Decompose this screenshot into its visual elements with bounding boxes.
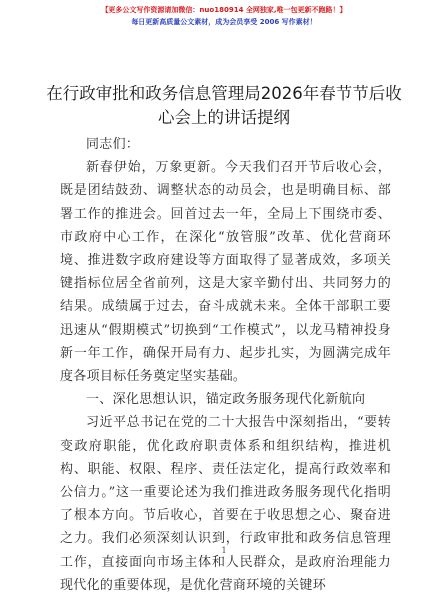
section-1-paragraph: 习近平总书记在党的二十大报告中深刻指出，“要转变政府职能，优化政府职责体系和组织结构，推进机构、职能、权限、程序、责任法定化，提高行政效率和公信力。”这一重要论述为我们推进政务服务现代化指明了根本方向。节后收心，首要在于收思想之心、聚奋进之力。我们必须深刻认识到，行政审批和政务信息管理工作，直接面向市场主体和人民群众，是政府治理能力现代化的重要体现，是优化营商环境的关键环 <box>60 415 391 593</box>
promo-banner-line1: 【更多公文写作资源请加微信：nuo180914 全网独家,唯一包更新不跑路！】 <box>101 6 347 14</box>
document-title: 在行政审批和政务信息管理局2026年春节节后收心会上的讲话提纲 <box>46 84 402 127</box>
document-body <box>60 133 391 597</box>
intro-paragraph: 新春伊始，万象更新。今天我们召开节后收心会，既是团结鼓劲、调整状态的动员会，也是明确目标、部署工作的推进会。回首过去一年，全局上下围绕市委、市政府中心工作，在深化“放管服”改革、优化营商环境、推进数字政府建设等方面取得了显著成效，多项关键指标位居全省前列，这是大家辛勤付出、共同努力的结果。成绩属于过去，奋斗成就未来。全体干部职工要迅速从“假期模式”切换到“工作模式”，以龙马精神投身新一年工作，确保开局有力、起步扎实，为圆满完成年度各项目标任务奠定坚实基础。 <box>60 160 391 385</box>
promo-banner-line2: 每日更新高质量公文素材，成为会员享受 2006 写作素材！ <box>131 18 317 26</box>
salutation: 同志们： <box>86 137 140 152</box>
section-heading-1: 一、深化思想认识，锚定政务服务现代化新航向 <box>86 392 366 408</box>
page-number: 1 <box>221 546 227 555</box>
promo-banner <box>0 4 448 28</box>
